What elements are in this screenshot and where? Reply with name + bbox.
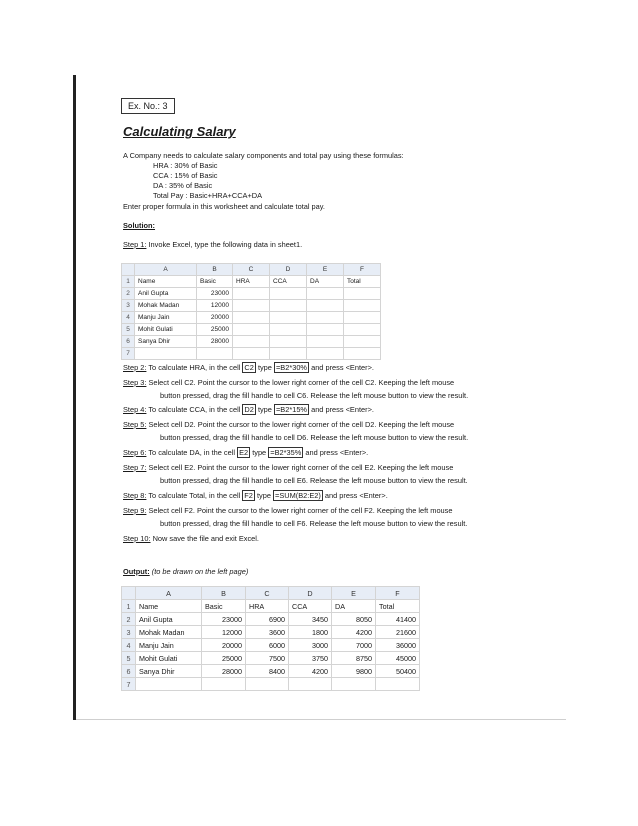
name-cell: Mohit Gulati — [135, 324, 197, 336]
value-cell: 25000 — [197, 324, 233, 336]
output-worksheet — [121, 586, 420, 691]
step-text: Select cell F2. Point the cursor to the lower right corner of the cell F2. Keeping the left mouse — [148, 506, 453, 515]
step-text: type — [257, 363, 272, 372]
row-number: 7 — [122, 678, 136, 691]
row-number: 6 — [122, 665, 136, 678]
value-cell: 28000 — [197, 336, 233, 348]
header-cell: DA — [332, 600, 376, 613]
step-text: Select cell E2. Point the cursor to the lower right corner of the cell E2. Keeping the left mouse — [148, 463, 454, 472]
column-header-row — [122, 264, 381, 276]
value-cell — [270, 324, 307, 336]
value-cell: 21600 — [376, 626, 420, 639]
empty-cell — [202, 678, 246, 691]
exercise-number: Ex. No.: 3 — [121, 98, 175, 114]
value-cell: 3450 — [289, 613, 332, 626]
value-cell — [233, 300, 270, 312]
value-cell — [344, 288, 381, 300]
header-cell: HRA — [246, 600, 289, 613]
column-header-e: E — [332, 587, 376, 600]
row-number: 5 — [122, 324, 135, 336]
value-cell — [307, 300, 344, 312]
step-4 — [123, 405, 374, 415]
value-cell: 50400 — [376, 665, 420, 678]
formula-box: =B2*35% — [270, 448, 302, 457]
step-text: type — [256, 491, 271, 500]
step-5-continued: button pressed, drag the fill handle to cell D6. Release the left mouse button to view the result. — [160, 433, 469, 442]
empty-cell — [197, 348, 233, 360]
name-cell: Mohak Madan — [135, 300, 197, 312]
column-header-row — [122, 587, 420, 600]
page-title: Calculating Salary — [123, 124, 236, 139]
name-cell: Sanya Dhir — [135, 336, 197, 348]
step-text: To calculate CCA, in the cell — [148, 405, 241, 414]
value-cell: 6900 — [246, 613, 289, 626]
step-9 — [123, 506, 452, 516]
column-header-e: E — [307, 264, 344, 276]
header-cell: HRA — [233, 276, 270, 288]
value-cell: 45000 — [376, 652, 420, 665]
header-cell: Total — [344, 276, 381, 288]
table-row — [122, 312, 381, 324]
step-text: and press <Enter>. — [311, 405, 374, 414]
cell-ref-box: E2 — [239, 448, 249, 457]
select-all-corner — [122, 587, 136, 600]
value-cell — [270, 288, 307, 300]
column-header-d: D — [289, 587, 332, 600]
row-number: 7 — [122, 348, 135, 360]
value-cell: 28000 — [202, 665, 246, 678]
row-number: 3 — [122, 626, 136, 639]
cell-ref-box: F2 — [244, 491, 253, 500]
value-cell — [233, 324, 270, 336]
instruction-text: Enter proper formula in this worksheet and calculate total pay. — [123, 202, 325, 211]
table-row — [122, 652, 420, 665]
formula-da: DA : 35% of Basic — [153, 181, 213, 190]
step-7 — [123, 463, 453, 473]
step-text: Select cell D2. Point the cursor to the lower right corner of the cell D2. Keeping the left mouse — [148, 420, 455, 429]
table-row — [122, 626, 420, 639]
formula-box: =SUM(B2:E2) — [275, 491, 321, 500]
value-cell — [270, 300, 307, 312]
input-worksheet — [121, 263, 381, 360]
output-label: Output: — [123, 567, 150, 576]
value-cell — [307, 336, 344, 348]
step-label: Step 2: — [123, 363, 147, 372]
value-cell: 36000 — [376, 639, 420, 652]
table-row — [122, 639, 420, 652]
header-cell: CCA — [289, 600, 332, 613]
value-cell: 12000 — [197, 300, 233, 312]
value-cell: 4200 — [289, 665, 332, 678]
table-header-row — [122, 276, 381, 288]
step-7-continued: button pressed, drag the fill handle to cell E6. Release the left mouse button to view the result. — [160, 476, 468, 485]
value-cell: 25000 — [202, 652, 246, 665]
value-cell — [344, 300, 381, 312]
page-divider — [76, 719, 566, 720]
step-text: To calculate HRA, in the cell — [148, 363, 241, 372]
value-cell — [270, 336, 307, 348]
table-row — [122, 665, 420, 678]
value-cell — [233, 288, 270, 300]
step-label: Step 4: — [123, 405, 147, 414]
step-3-continued: button pressed, drag the fill handle to cell C6. Release the left mouse button to view the result. — [160, 391, 469, 400]
table-header-row — [122, 600, 420, 613]
table-row — [122, 288, 381, 300]
step-label: Step 9: — [123, 506, 147, 515]
step-text: type — [257, 405, 272, 414]
value-cell: 12000 — [202, 626, 246, 639]
value-cell: 6000 — [246, 639, 289, 652]
step-label: Step 3: — [123, 378, 147, 387]
step-text: Select cell C2. Point the cursor to the lower right corner of the cell C2. Keeping the left mouse — [148, 378, 455, 387]
name-cell: Anil Gupta — [135, 288, 197, 300]
empty-cell — [289, 678, 332, 691]
empty-cell — [135, 348, 197, 360]
value-cell — [307, 288, 344, 300]
step-3 — [123, 378, 454, 388]
value-cell — [307, 312, 344, 324]
empty-cell — [307, 348, 344, 360]
formula-cca: CCA : 15% of Basic — [153, 171, 218, 180]
row-number: 3 — [122, 300, 135, 312]
step-text: Now save the file and exit Excel. — [152, 534, 259, 543]
row-number: 2 — [122, 288, 135, 300]
value-cell: 4200 — [332, 626, 376, 639]
header-cell: CCA — [270, 276, 307, 288]
value-cell — [270, 312, 307, 324]
step-label: Step 1: — [123, 240, 147, 249]
empty-cell — [233, 348, 270, 360]
step-6 — [123, 448, 368, 458]
column-header-c: C — [246, 587, 289, 600]
step-label: Step 10: — [123, 534, 151, 543]
row-number: 5 — [122, 652, 136, 665]
row-number: 4 — [122, 312, 135, 324]
row-number: 2 — [122, 613, 136, 626]
value-cell: 8400 — [246, 665, 289, 678]
intro-text: A Company needs to calculate salary components and total pay using these formulas: — [123, 151, 404, 160]
empty-cell — [270, 348, 307, 360]
table-row — [122, 336, 381, 348]
cell-ref-box: D2 — [244, 405, 254, 414]
step-text: To calculate DA, in the cell — [148, 448, 236, 457]
step-text: To calculate Total, in the cell — [148, 491, 241, 500]
table-row-empty — [122, 348, 381, 360]
value-cell — [233, 312, 270, 324]
column-header-d: D — [270, 264, 307, 276]
value-cell — [344, 336, 381, 348]
value-cell: 41400 — [376, 613, 420, 626]
column-header-f: F — [376, 587, 420, 600]
empty-cell — [246, 678, 289, 691]
formula-box: =B2*30% — [275, 363, 308, 372]
select-all-corner — [122, 264, 135, 276]
value-cell — [307, 324, 344, 336]
value-cell: 9800 — [332, 665, 376, 678]
header-cell: Name — [135, 276, 197, 288]
empty-cell — [376, 678, 420, 691]
column-header-c: C — [233, 264, 270, 276]
value-cell: 8050 — [332, 613, 376, 626]
step-text: and press <Enter>. — [324, 491, 388, 500]
step-1 — [123, 240, 302, 250]
column-header-b: B — [202, 587, 246, 600]
formula-hra: HRA : 30% of Basic — [153, 161, 218, 170]
step-text: type — [252, 448, 267, 457]
step-label: Step 6: — [123, 448, 147, 457]
name-cell: Manju Jain — [136, 639, 202, 652]
value-cell: 3600 — [246, 626, 289, 639]
table-row — [122, 324, 381, 336]
column-header-a: A — [135, 264, 197, 276]
header-cell: Total — [376, 600, 420, 613]
name-cell: Mohak Madan — [136, 626, 202, 639]
value-cell: 7500 — [246, 652, 289, 665]
row-number: 6 — [122, 336, 135, 348]
cell-ref-box: C2 — [244, 363, 254, 372]
value-cell: 3000 — [289, 639, 332, 652]
step-text: and press <Enter>. — [311, 363, 374, 372]
value-cell: 3750 — [289, 652, 332, 665]
value-cell: 20000 — [202, 639, 246, 652]
value-cell: 8750 — [332, 652, 376, 665]
value-cell: 7000 — [332, 639, 376, 652]
value-cell — [344, 312, 381, 324]
value-cell — [233, 336, 270, 348]
header-cell: DA — [307, 276, 344, 288]
step-8 — [123, 491, 388, 501]
name-cell: Mohit Gulati — [136, 652, 202, 665]
output-note: (to be drawn on the left page) — [151, 567, 249, 576]
row-number: 1 — [122, 600, 136, 613]
name-cell: Manju Jain — [135, 312, 197, 324]
value-cell: 20000 — [197, 312, 233, 324]
margin-line — [73, 75, 76, 720]
value-cell: 23000 — [202, 613, 246, 626]
value-cell — [344, 324, 381, 336]
solution-heading: Solution: — [123, 221, 156, 230]
empty-cell — [332, 678, 376, 691]
column-header-a: A — [136, 587, 202, 600]
step-label: Step 7: — [123, 463, 147, 472]
formula-box: =B2*15% — [275, 405, 308, 414]
column-header-b: B — [197, 264, 233, 276]
formula-total: Total Pay : Basic+HRA+CCA+DA — [153, 191, 263, 200]
step-5 — [123, 420, 454, 430]
step-10 — [123, 534, 259, 544]
empty-cell — [136, 678, 202, 691]
table-row — [122, 300, 381, 312]
step-2 — [123, 363, 374, 373]
name-cell: Sanya Dhir — [136, 665, 202, 678]
step-label: Step 5: — [123, 420, 147, 429]
step-text: Invoke Excel, type the following data in sheet1. — [148, 240, 303, 249]
row-number: 4 — [122, 639, 136, 652]
header-cell: Name — [136, 600, 202, 613]
step-text: and press <Enter>. — [305, 448, 369, 457]
name-cell: Anil Gupta — [136, 613, 202, 626]
step-9-continued: button pressed, drag the fill handle to cell F6. Release the left mouse button to view the result. — [160, 519, 468, 528]
step-label: Step 8: — [123, 491, 147, 500]
value-cell: 1800 — [289, 626, 332, 639]
table-row — [122, 613, 420, 626]
column-header-f: F — [344, 264, 381, 276]
table-row-empty — [122, 678, 420, 691]
output-heading-line — [123, 567, 248, 577]
value-cell: 23000 — [197, 288, 233, 300]
header-cell: Basic — [202, 600, 246, 613]
header-cell: Basic — [197, 276, 233, 288]
row-number: 1 — [122, 276, 135, 288]
empty-cell — [344, 348, 381, 360]
